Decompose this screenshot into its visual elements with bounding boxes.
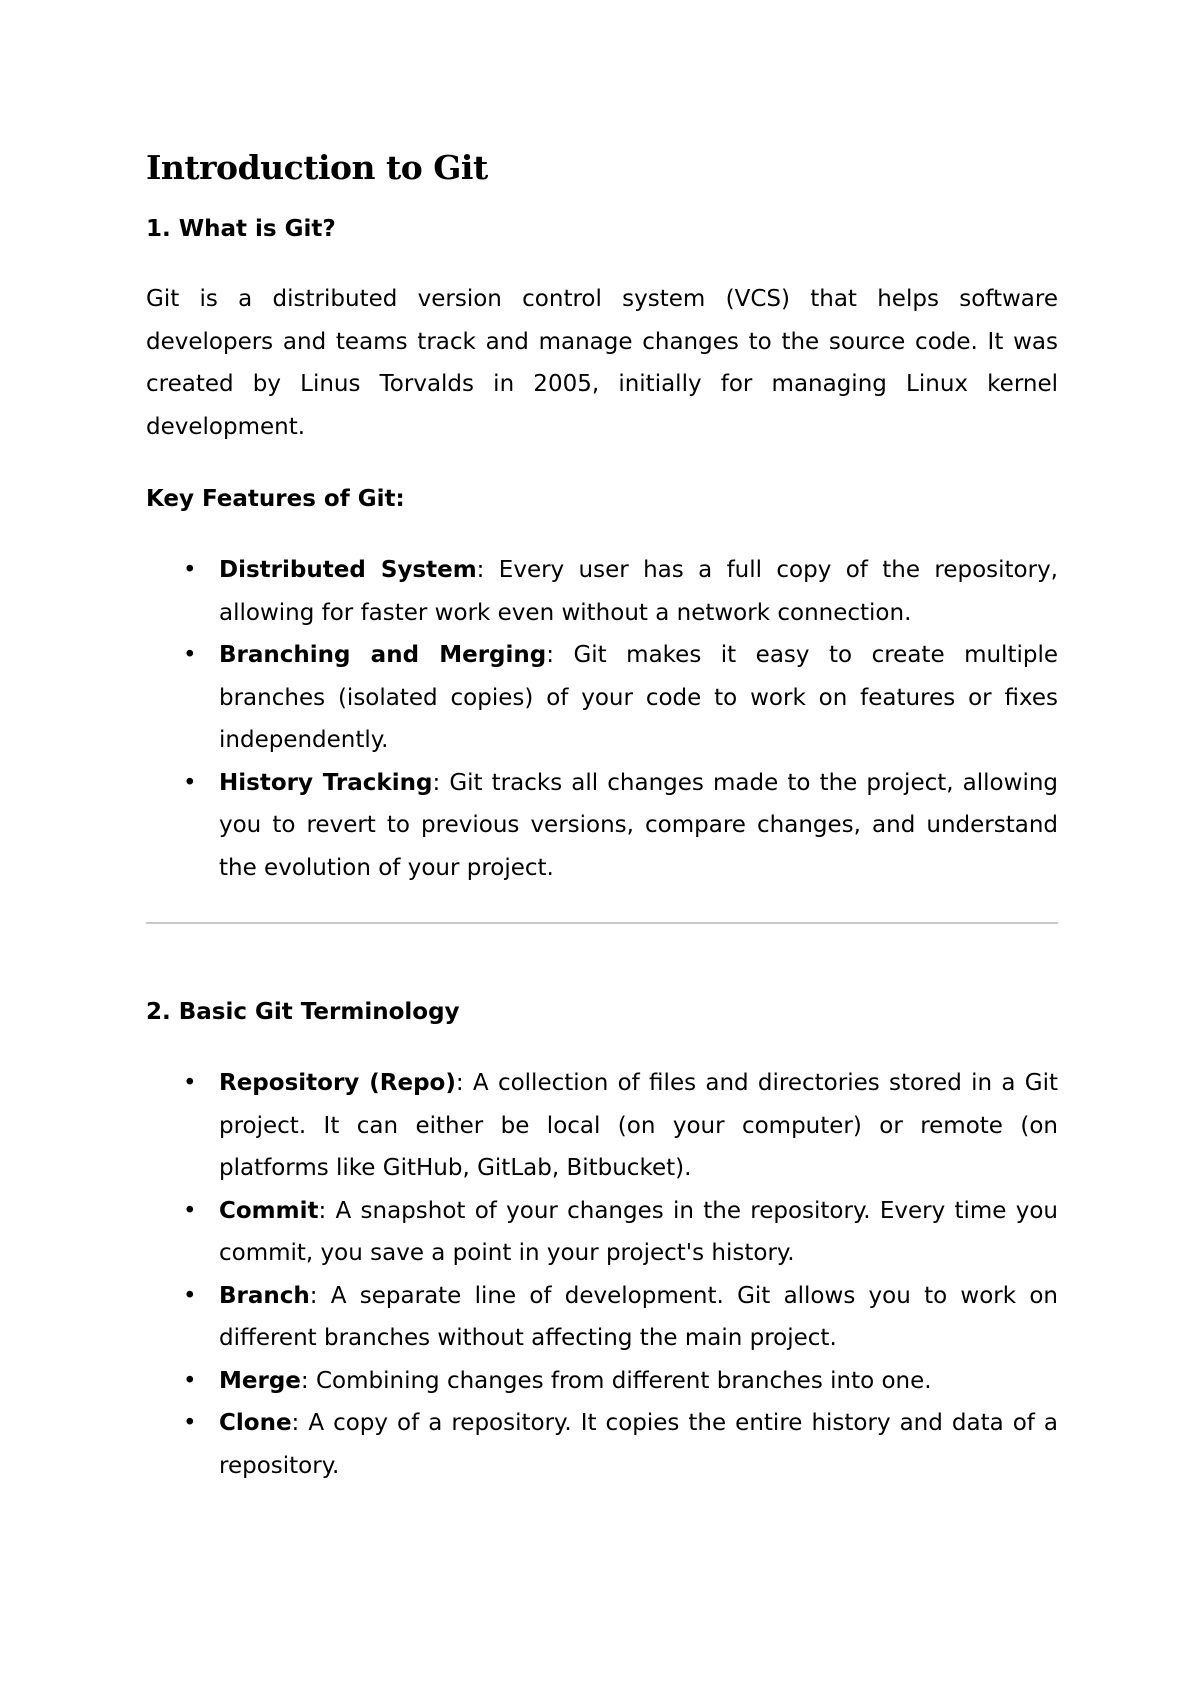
glossary-definition: A copy of a repository. It copies the entire history and data of a repository. <box>219 1410 1058 1479</box>
glossary-term: Merge <box>219 1367 301 1394</box>
term-separator: : <box>476 557 485 583</box>
bullet-icon: • <box>183 1197 197 1224</box>
document-title: Introduction to Git <box>146 148 488 187</box>
list-item <box>146 1062 1058 1190</box>
intro-paragraph: Git is a distributed version control system (VCS) that helps software developers and teams track and manage changes to the source code. It was created by Linus Torvalds in 2005, initially for managing Linux kernel development. <box>146 286 1058 440</box>
section-heading-basic-terminology: 2. Basic Git Terminology <box>146 999 460 1025</box>
feature-description: Every user has a full copy of the repository, allowing for faster work even without a network connection. <box>219 557 1058 626</box>
list-item <box>146 762 1058 890</box>
list-item <box>146 634 1058 762</box>
glossary-definition: A snapshot of your changes in the repository. Every time you commit, you save a point in your project's history. <box>219 1197 1058 1266</box>
glossary-definition: Combining changes from different branches into one. <box>308 1367 932 1394</box>
key-features-list <box>146 549 1058 889</box>
term-separator: : <box>455 1070 464 1096</box>
term-separator: : <box>291 1410 300 1436</box>
list-item <box>146 1360 1058 1403</box>
list-item <box>146 1190 1058 1275</box>
bullet-icon: • <box>183 1282 197 1309</box>
bullet-icon: • <box>183 1367 197 1394</box>
glossary-definition: A collection of files and directories stored in a Git project. It can either be local (on your computer) or remote (on platforms like GitHub, GitLab, Bitbucket). <box>219 1070 1058 1181</box>
bullet-icon: • <box>183 557 197 583</box>
term-separator: : <box>318 1197 327 1224</box>
feature-description: Git tracks all changes made to the project, allowing you to revert to previous versions, compare changes, and understand the evolution of your project. <box>219 769 1059 881</box>
glossary-term: Commit <box>219 1197 319 1224</box>
term-separator: : <box>309 1282 318 1309</box>
feature-term: Distributed System <box>219 557 477 583</box>
feature-term: Branching and Merging <box>219 642 547 668</box>
term-separator: : <box>300 1367 309 1394</box>
terminology-list <box>146 1062 1058 1487</box>
glossary-term: Repository (Repo) <box>219 1070 456 1096</box>
feature-description: Git makes it easy to create multiple branches (isolated copies) of your code to work on features or fixes independently. <box>219 642 1058 753</box>
glossary-definition: A separate line of development. Git allows you to work on different branches without affecting the main project. <box>219 1282 1058 1351</box>
glossary-term: Clone <box>219 1410 292 1436</box>
term-separator: : <box>432 769 441 796</box>
bullet-icon: • <box>183 1410 197 1436</box>
bullet-icon: • <box>183 1070 197 1096</box>
section-heading-what-is-git: 1. What is Git? <box>146 216 336 242</box>
list-item <box>146 1275 1058 1360</box>
bullet-icon: • <box>183 642 197 668</box>
term-separator: : <box>546 642 554 668</box>
feature-term: History Tracking <box>219 769 433 796</box>
horizontal-divider <box>146 922 1058 924</box>
bullet-icon: • <box>183 769 197 796</box>
glossary-term: Branch <box>219 1282 310 1309</box>
list-item <box>146 549 1058 634</box>
list-item <box>146 1402 1058 1487</box>
key-features-heading: Key Features of Git: <box>146 486 405 512</box>
